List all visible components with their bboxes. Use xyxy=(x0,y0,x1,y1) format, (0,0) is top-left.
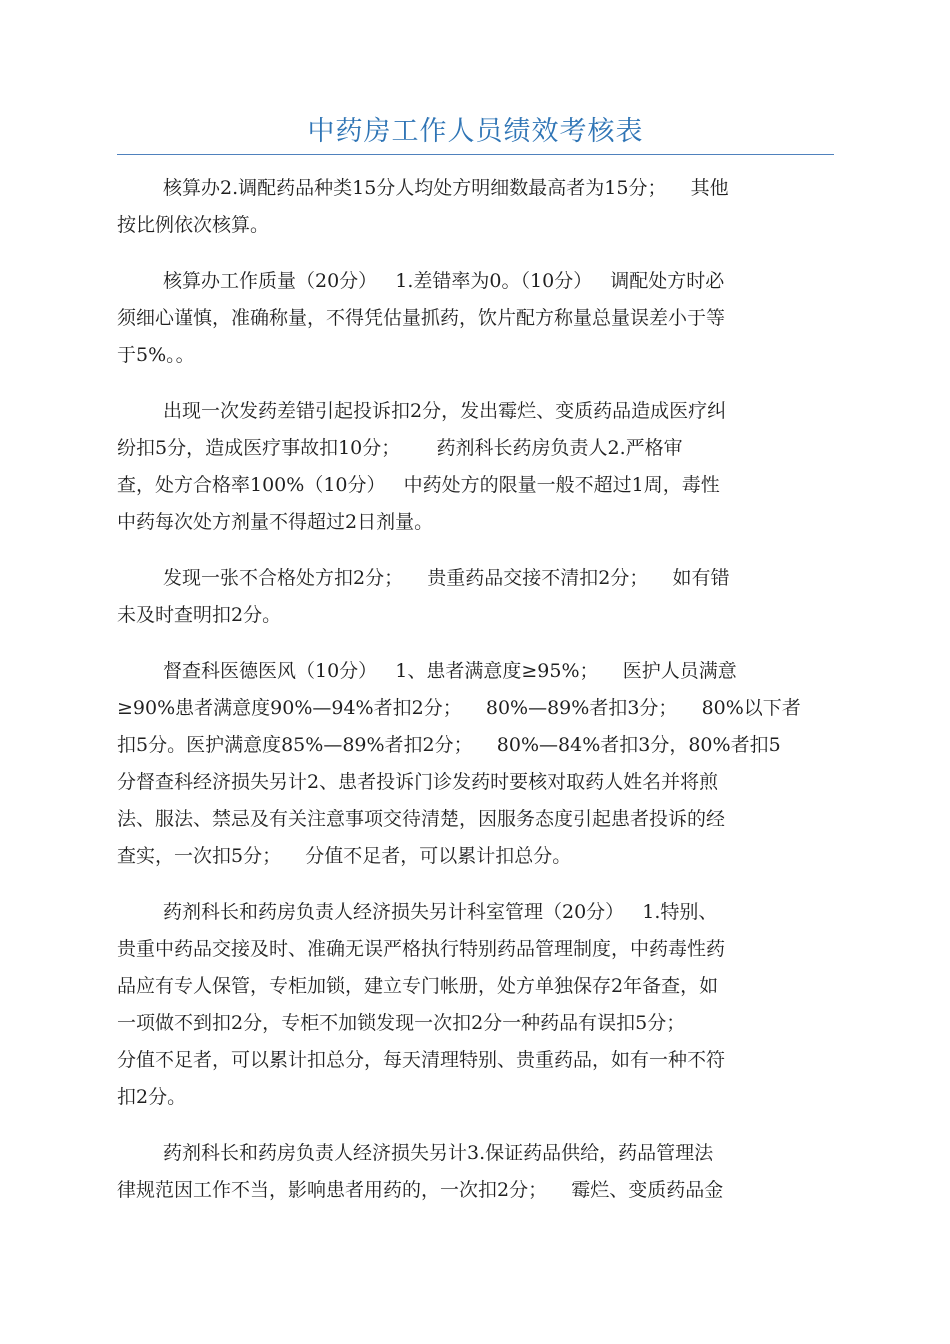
paragraph xyxy=(117,894,834,1116)
paragraph xyxy=(117,393,834,541)
paragraph-line: 须细心谨慎，准确称量，不得凭估量抓药，饮片配方称量总量误差小于等 xyxy=(117,307,726,329)
paragraph-line: 督查科医德医风（10分） 1、患者满意度≥95%； 医护人员满意 xyxy=(163,660,737,682)
paragraph-line: 出现一次发药差错引起投诉扣2分，发出霉烂、变质药品造成医疗纠 xyxy=(163,400,727,422)
paragraph-line: 未及时查明扣2分。 xyxy=(117,604,282,626)
paragraph-line: 法、服法、禁忌及有关注意事项交待清楚，因服务态度引起患者投诉的经 xyxy=(117,808,726,830)
paragraph-line: 于5%。。 xyxy=(117,344,195,366)
paragraph-line: 核算办2.调配药品种类15分人均处方明细数最高者为15分； 其他 xyxy=(163,177,729,199)
paragraph-line: 发现一张不合格处方扣2分； 贵重药品交接不清扣2分； 如有错 xyxy=(163,567,730,589)
paragraph-line: 查，处方合格率100%（10分） 中药处方的限量一般不超过1周，毒性 xyxy=(117,474,720,496)
paragraph-line: 核算办工作质量（20分） 1.差错率为0。（10分） 调配处方时必 xyxy=(163,270,725,292)
paragraph-line: 扣2分。 xyxy=(117,1086,187,1108)
paragraph xyxy=(117,1135,834,1209)
document-body xyxy=(117,170,834,1209)
paragraph-line: 药剂科长和药房负责人经济损失另计3.保证药品供给，药品管理法 xyxy=(163,1142,714,1164)
paragraph xyxy=(117,263,834,374)
paragraph-line: 按比例依次核算。 xyxy=(117,214,270,236)
paragraph-line: 品应有专人保管，专柜加锁，建立专门帐册，处方单独保存2年备查，如 xyxy=(117,975,719,997)
paragraph xyxy=(117,653,834,875)
paragraph-line: 贵重中药品交接及时、准确无误严格执行特别药品管理制度，中药毒性药 xyxy=(117,938,726,960)
paragraph-line: 药剂科长和药房负责人经济损失另计科室管理（20分） 1.特别、 xyxy=(163,901,718,923)
paragraph xyxy=(117,170,834,244)
title-underline xyxy=(117,154,834,155)
paragraph-line: 一项做不到扣2分，专柜不加锁发现一次扣2分一种药品有误扣5分； xyxy=(117,1012,686,1034)
paragraph-line: 分值不足者，可以累计扣总分，每天清理特别、贵重药品，如有一种不符 xyxy=(117,1049,726,1071)
paragraph-line: 扣5分。医护满意度85%—89%者扣2分； 80%—84%者扣3分，80%者扣5 xyxy=(117,734,781,756)
document-title: 中药房工作人员绩效考核表 xyxy=(307,116,644,147)
paragraph-line: 律规范因工作不当，影响患者用药的，一次扣2分； 霉烂、变质药品金 xyxy=(117,1179,724,1201)
paragraph xyxy=(117,560,834,634)
paragraph-line: 查实，一次扣5分； 分值不足者，可以累计扣总分。 xyxy=(117,845,572,867)
paragraph-line: 分督查科经济损失另计2、患者投诉门诊发药时要核对取药人姓名并将煎 xyxy=(117,771,719,793)
paragraph-line: 纷扣5分，造成医疗事故扣10分； 药剂科长药房负责人2.严格审 xyxy=(117,437,683,459)
paragraph-line: ≥90%患者满意度90%—94%者扣2分； 80%—89%者扣3分； 80%以下者 xyxy=(117,697,801,719)
paragraph-line: 中药每次处方剂量不得超过2日剂量。 xyxy=(117,511,434,533)
